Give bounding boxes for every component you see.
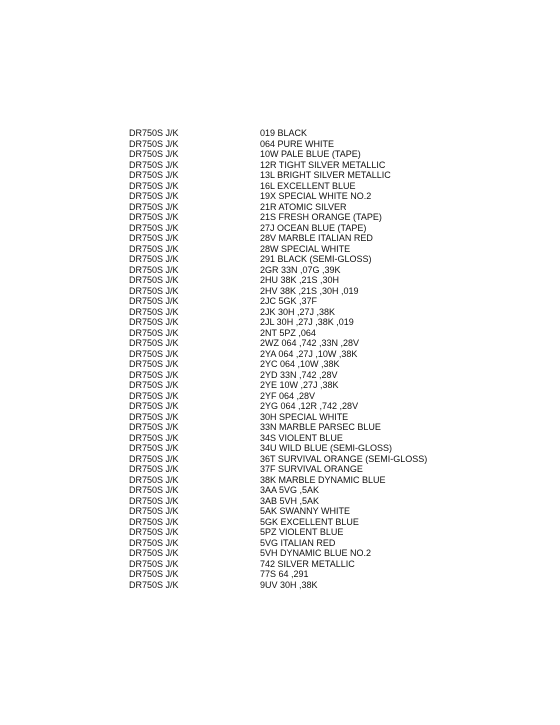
list-item: [0, 517, 560, 528]
model-code: DR750S J/K: [129, 149, 179, 159]
color-code: 2YF 064 ,28V: [260, 390, 316, 401]
color-code: 33N MARBLE PARSEC BLUE: [260, 422, 381, 432]
color-code: 2JK 30H ,27J ,38K: [260, 306, 336, 317]
list-item: [0, 202, 560, 213]
color-code: 3AA 5VG ,5AK: [260, 485, 320, 495]
list-item: [0, 128, 560, 139]
list-item: [0, 538, 560, 549]
list-item: [0, 265, 560, 276]
list-item: [0, 181, 560, 192]
list-item: [0, 569, 560, 580]
list-item: [0, 212, 560, 223]
color-code: 36T SURVIVAL ORANGE (SEMI-GLOSS): [260, 453, 428, 464]
color-code: 2WZ 064 ,742 ,33N ,28V: [260, 338, 360, 348]
list-item: [0, 160, 560, 171]
color-code: 19X SPECIAL WHITE NO.2: [260, 191, 372, 201]
model-code: DR750S J/K: [129, 243, 179, 254]
list-item: [0, 464, 560, 475]
list-item: [0, 559, 560, 570]
model-code: DR750S J/K: [129, 411, 179, 422]
color-code: 3AB 5VH ,5AK: [260, 495, 320, 506]
color-code: 5GK EXCELLENT BLUE: [260, 516, 359, 527]
model-code: DR750S J/K: [129, 128, 179, 138]
list-item: [0, 548, 560, 559]
list-item: [0, 307, 560, 318]
list-item: [0, 233, 560, 244]
color-code: 5VH DYNAMIC BLUE NO.2: [260, 548, 372, 558]
model-code: DR750S J/K: [129, 369, 179, 380]
model-code: DR750S J/K: [129, 180, 179, 191]
list-item: [0, 391, 560, 402]
list-item: [0, 506, 560, 517]
model-code: DR750S J/K: [129, 422, 179, 432]
color-code: 019 BLACK: [260, 128, 308, 138]
list-item: [0, 433, 560, 444]
list-item: [0, 422, 560, 433]
model-code: DR750S J/K: [129, 569, 179, 579]
model-code: DR750S J/K: [129, 212, 179, 222]
model-code: DR750S J/K: [129, 170, 179, 180]
model-code: DR750S J/K: [129, 464, 179, 474]
color-code: 064 PURE WHITE: [260, 138, 335, 149]
model-code: DR750S J/K: [129, 390, 179, 401]
model-code: DR750S J/K: [129, 222, 179, 233]
model-code: DR750S J/K: [129, 537, 179, 548]
model-code: DR750S J/K: [129, 548, 179, 558]
model-code: DR750S J/K: [129, 285, 179, 296]
model-code: DR750S J/K: [129, 254, 179, 264]
model-code: DR750S J/K: [129, 516, 179, 527]
model-code: DR750S J/K: [129, 527, 179, 537]
list-item: [0, 349, 560, 360]
model-code: DR750S J/K: [129, 432, 179, 443]
color-code: 77S 64 ,291: [260, 569, 309, 579]
color-code: 21S FRESH ORANGE (TAPE): [260, 212, 382, 222]
color-code: 5PZ VIOLENT BLUE: [260, 527, 344, 537]
color-code: 2JL 30H ,27J ,38K ,019: [260, 317, 354, 327]
list-item: [0, 338, 560, 349]
list-item: [0, 244, 560, 255]
list-item: [0, 359, 560, 370]
model-code: DR750S J/K: [129, 380, 179, 390]
color-code: 10W PALE BLUE (TAPE): [260, 149, 361, 159]
model-code: DR750S J/K: [129, 453, 179, 464]
color-code: 5AK SWANNY WHITE: [260, 506, 351, 516]
color-code-list: [0, 128, 560, 590]
list-item: [0, 527, 560, 538]
list-item: [0, 286, 560, 297]
model-code: DR750S J/K: [129, 327, 179, 338]
color-code: 2YG 064 ,12R ,742 ,28V: [260, 401, 359, 411]
model-code: DR750S J/K: [129, 338, 179, 348]
color-code: 291 BLACK (SEMI-GLOSS): [260, 254, 372, 264]
list-item: [0, 443, 560, 454]
color-code: 16L EXCELLENT BLUE: [260, 180, 356, 191]
list-item: [0, 191, 560, 202]
model-code: DR750S J/K: [129, 495, 179, 506]
model-code: DR750S J/K: [129, 359, 179, 369]
list-item: [0, 223, 560, 234]
model-code: DR750S J/K: [129, 264, 179, 275]
model-code: DR750S J/K: [129, 138, 179, 149]
color-code: 27J OCEAN BLUE (TAPE): [260, 222, 367, 233]
color-code: 38K MARBLE DYNAMIC BLUE: [260, 474, 386, 485]
list-item: [0, 454, 560, 465]
model-code: DR750S J/K: [129, 191, 179, 201]
color-code: 9UV 30H ,38K: [260, 579, 318, 590]
model-code: DR750S J/K: [129, 579, 179, 590]
model-code: DR750S J/K: [129, 296, 179, 306]
color-code: 28W SPECIAL WHITE: [260, 243, 351, 254]
color-code: 5VG ITALIAN RED: [260, 537, 336, 548]
list-item: [0, 496, 560, 507]
list-item: [0, 149, 560, 160]
list-item: [0, 485, 560, 496]
color-code: 37F SURVIVAL ORANGE: [260, 464, 363, 474]
model-code: DR750S J/K: [129, 485, 179, 495]
list-item: [0, 370, 560, 381]
color-code: 2GR 33N ,07G ,39K: [260, 264, 341, 275]
color-code: 12R TIGHT SILVER METALLIC: [260, 159, 386, 170]
model-code: DR750S J/K: [129, 275, 179, 285]
list-item: [0, 170, 560, 181]
model-code: DR750S J/K: [129, 306, 179, 317]
list-item: [0, 254, 560, 265]
model-code: DR750S J/K: [129, 443, 179, 453]
color-code: 34S VIOLENT BLUE: [260, 432, 343, 443]
model-code: DR750S J/K: [129, 159, 179, 170]
color-code: 2YD 33N ,742 ,28V: [260, 369, 338, 380]
color-code: 2YA 064 ,27J ,10W ,38K: [260, 348, 358, 359]
model-code: DR750S J/K: [129, 233, 179, 243]
list-item: [0, 412, 560, 423]
color-code: 2YC 064 ,10W ,38K: [260, 359, 340, 369]
color-code: 21R ATOMIC SILVER: [260, 201, 347, 212]
color-code: 742 SILVER METALLIC: [260, 558, 355, 569]
color-code: 34U WILD BLUE (SEMI-GLOSS): [260, 443, 393, 453]
model-code: DR750S J/K: [129, 474, 179, 485]
color-code: 2HV 38K ,21S ,30H ,019: [260, 285, 359, 296]
list-item: [0, 317, 560, 328]
color-code: 2YE 10W ,27J ,38K: [260, 380, 339, 390]
list-item: [0, 475, 560, 486]
model-code: DR750S J/K: [129, 558, 179, 569]
list-item: [0, 275, 560, 286]
color-code: 30H SPECIAL WHITE: [260, 411, 349, 422]
model-code: DR750S J/K: [129, 506, 179, 516]
list-item: [0, 296, 560, 307]
color-code: 2HU 38K ,21S ,30H: [260, 275, 340, 285]
list-item: [0, 328, 560, 339]
model-code: DR750S J/K: [129, 201, 179, 212]
model-code: DR750S J/K: [129, 317, 179, 327]
list-item: [0, 139, 560, 150]
color-code: 28V MARBLE ITALIAN RED: [260, 233, 373, 243]
list-item: [0, 580, 560, 591]
list-item: [0, 380, 560, 391]
model-code: DR750S J/K: [129, 348, 179, 359]
color-code: 2NT 5PZ ,064: [260, 327, 316, 338]
list-item: [0, 401, 560, 412]
color-code: 13L BRIGHT SILVER METALLIC: [260, 170, 391, 180]
model-code: DR750S J/K: [129, 401, 179, 411]
color-code: 2JC 5GK ,37F: [260, 296, 318, 306]
